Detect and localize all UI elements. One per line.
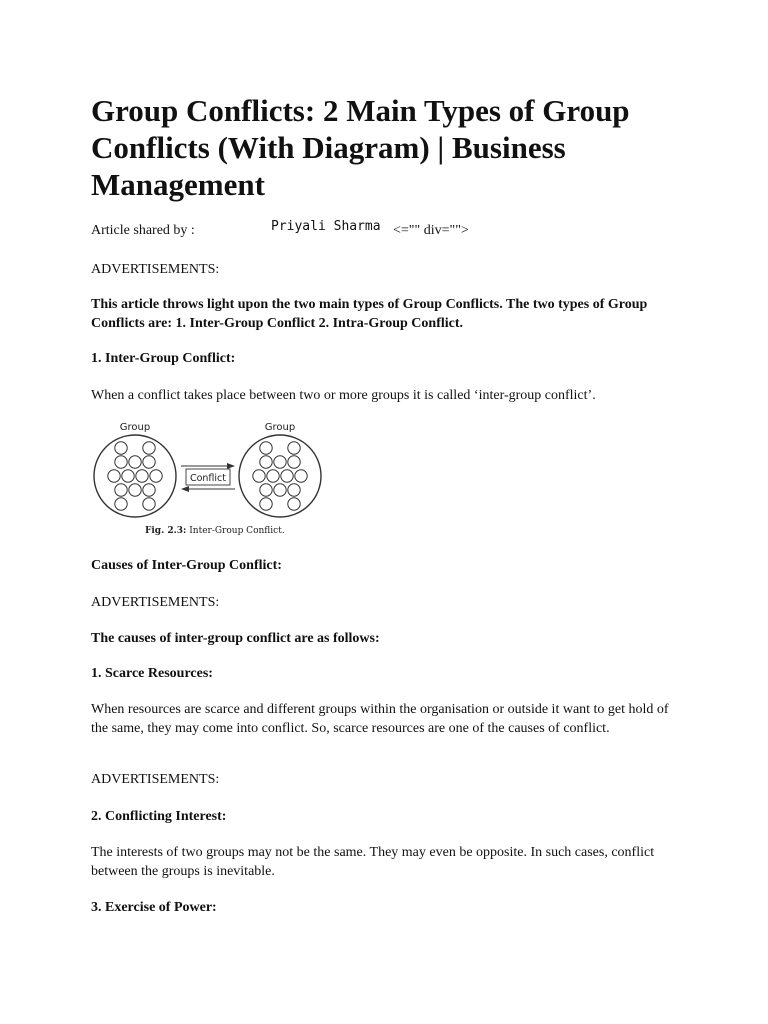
cause-heading-exercise-of-power: 3. Exercise of Power: <box>91 900 217 915</box>
right-group-member-circle <box>260 484 272 496</box>
cause-paragraph-conflicting-interest: The interests of two groups may not be the same. They may even be opposite. In such cases, conflict between the groups is inevitable. <box>91 845 655 879</box>
right-group-member-circle <box>295 470 307 482</box>
left-group-member-circle <box>136 470 148 482</box>
left-group-member-circle <box>143 484 155 496</box>
left-group-member-circle <box>143 498 155 510</box>
author-tail: <="" div=""> <box>393 223 469 238</box>
right-group-member-circle <box>274 484 286 496</box>
right-group-member-circle <box>267 470 279 482</box>
right-group-member-circle <box>288 442 300 454</box>
right-group-member-circle <box>253 470 265 482</box>
advertisements-label: ADVERTISEMENTS: <box>91 262 220 277</box>
author-name[interactable]: Priyali Sharma <box>271 219 381 234</box>
right-group-label: Group <box>264 422 296 433</box>
left-group-member-circle <box>150 470 162 482</box>
cause-heading-conflicting-interest: 2. Conflicting Interest: <box>91 809 227 824</box>
left-group-member-circle <box>129 456 141 468</box>
intro-paragraph: This article throws light upon the two main types of Group Conflicts. The two types of Group Conflicts are: 1. Inter-Group Conflict 2. Intra-Group Conflict. <box>91 297 648 331</box>
left-group-member-circle <box>143 456 155 468</box>
left-group-member-circle <box>108 470 120 482</box>
advertisements-label: ADVERTISEMENTS: <box>91 595 220 610</box>
right-group-member-circle <box>288 456 300 468</box>
left-group-member-circle <box>115 442 127 454</box>
causes-lead: The causes of inter-group conflict are as follows: <box>91 631 380 646</box>
left-group-member-circle <box>143 442 155 454</box>
inter-group-conflict-figure <box>91 418 331 540</box>
left-group-member-circle <box>115 484 127 496</box>
left-group-label: Group <box>119 422 151 433</box>
left-group-member-circle <box>115 456 127 468</box>
right-group-member-circle <box>274 456 286 468</box>
right-group-member-circle <box>281 470 293 482</box>
conflict-arrowhead-left <box>181 486 189 492</box>
section-paragraph-inter-group: When a conflict takes place between two or more groups it is called ‘inter-group conflict’. <box>91 388 596 403</box>
right-group-member-circle <box>260 498 272 510</box>
right-group-members <box>253 442 307 510</box>
left-group-member-circle <box>122 470 134 482</box>
section-heading-inter-group: 1. Inter-Group Conflict: <box>91 351 236 366</box>
causes-heading: Causes of Inter-Group Conflict: <box>91 558 282 573</box>
left-group-member-circle <box>115 498 127 510</box>
right-group-member-circle <box>260 456 272 468</box>
conflict-arrowhead-right <box>227 463 235 469</box>
right-group-member-circle <box>288 498 300 510</box>
right-group-circle <box>239 435 321 517</box>
cause-paragraph-scarce-resources: When resources are scarce and different groups within the organisation or outside it want to get hold of the same, they may come into conflict. So, scarce resources are one of the causes of conflict. <box>91 702 669 736</box>
cause-heading-scarce-resources: 1. Scarce Resources: <box>91 666 213 681</box>
left-group-member-circle <box>129 484 141 496</box>
left-group-circle <box>94 435 176 517</box>
conflict-label: Conflict <box>189 473 227 484</box>
left-group-members <box>108 442 162 510</box>
figure-caption: Fig. 2.3: Inter-Group Conflict. <box>145 526 285 536</box>
page-title: Group Conflicts: 2 Main Types of Group Conflicts (With Diagram) | Business Management <box>91 93 630 202</box>
advertisements-label: ADVERTISEMENTS: <box>91 772 220 787</box>
right-group-member-circle <box>288 484 300 496</box>
right-group-member-circle <box>260 442 272 454</box>
shared-by-label: Article shared by : <box>91 223 195 238</box>
